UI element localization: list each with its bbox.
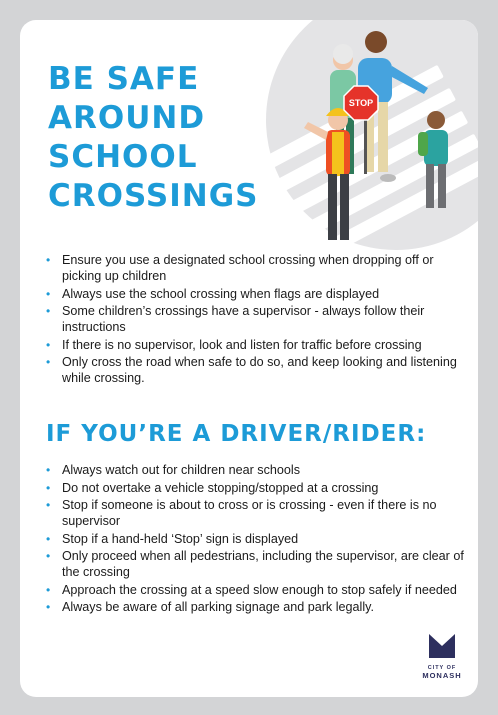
- logo-line2: MONASH: [422, 671, 462, 680]
- driver-tips-list: [44, 462, 464, 617]
- monash-m-icon: [429, 634, 455, 658]
- headline-line: CROSSINGS: [48, 178, 259, 214]
- poster-card: [20, 20, 478, 697]
- city-of-monash-logo: [416, 634, 468, 680]
- stop-sign-label: STOP: [348, 98, 374, 108]
- headline: [48, 60, 259, 216]
- headline-line: AROUND: [48, 100, 206, 136]
- list-item: • Always watch out for children near schools: [44, 462, 464, 478]
- headline-line: SCHOOL: [48, 139, 198, 175]
- list-item: • Some children’s crossings have a supervisor - always follow their instructions: [44, 303, 464, 335]
- pedestrian-tips-list: [44, 252, 464, 388]
- list-item: • Stop if someone is about to cross or is crossing - even if there is no supervisor: [44, 497, 464, 529]
- list-item: • Ensure you use a designated school crossing when dropping off or picking up children: [44, 252, 464, 284]
- list-item: • Always be aware of all parking signage and park legally.: [44, 599, 464, 615]
- list-item: • Only proceed when all pedestrians, including the supervisor, are clear of the crossing: [44, 548, 464, 580]
- headline-line: BE SAFE: [48, 61, 200, 97]
- list-item: • Always use the school crossing when flags are displayed: [44, 286, 464, 302]
- list-item: • Only cross the road when safe to do so, and keep looking and listening while crossing.: [44, 354, 464, 386]
- logo-line1: CITY OF: [427, 665, 457, 671]
- driver-heading: IF YOU’RE A DRIVER/RIDER:: [46, 421, 427, 447]
- list-item: • Approach the crossing at a speed slow enough to stop safely if needed: [44, 582, 464, 598]
- school-crossing-illustration: [246, 20, 478, 260]
- list-item: • If there is no supervisor, look and listen for traffic before crossing: [44, 337, 464, 353]
- list-item: • Do not overtake a vehicle stopping/stopped at a crossing: [44, 480, 464, 496]
- list-item: • Stop if a hand-held ‘Stop’ sign is displayed: [44, 531, 464, 547]
